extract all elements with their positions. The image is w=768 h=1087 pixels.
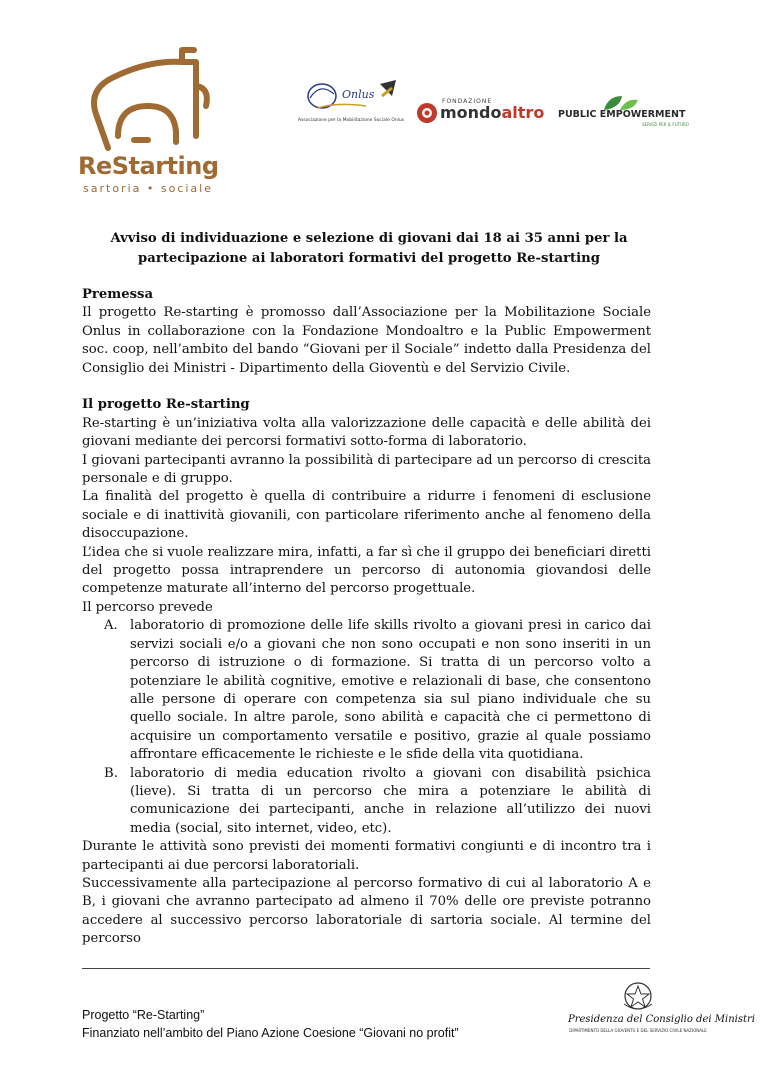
progetto-heading: Il progetto Re-starting [82, 397, 250, 413]
progetto-paragraph-6: Durante le attività sono previsti dei momenti formativi congiunti e di incontro tra i partecipanti ai due percorsi laboratoriali. [82, 839, 651, 873]
progetto-paragraph-1: Re-starting è un’iniziativa volta alla valorizzazione delle capacità e delle abilità dei giovani mediante dei percorsi formativi sotto-forma di laboratorio. [82, 415, 651, 450]
associazione-logo [296, 78, 406, 128]
list-marker-a: A. [104, 618, 118, 634]
associazione-caption: Associazione per la Mobilitazione Sociale Onlus [297, 118, 405, 123]
sewing-machine-icon [78, 40, 218, 152]
presidenza-logo [568, 980, 755, 1040]
progetto-paragraph-2: I giovani partecipanti avranno la possibilità di partecipare ad un percorso di crescita personale e di gruppo. [82, 452, 651, 487]
progetto-paragraph-4: L’idea che si vuole realizzare mira, infatti, a far sì che il gruppo dei beneficiari diretti del progetto possa intraprendere un percorso di autonomia giovandosi delle competenze maturate all’interno del percorso progettuale. [82, 544, 651, 597]
mondoaltro-emblem-icon [416, 100, 438, 126]
italian-emblem-icon [568, 980, 708, 1014]
list-text-b: laboratorio di media education rivolto a giovani con disabilità psichica (lieve). Si tratta di un percorso che mira a potenziare le abilità di comunicazione dei partecipanti, anche in relazione all’utilizzo dei nuovi media (social, sito internet, video, etc). [130, 765, 651, 836]
progetto-paragraph-3: La finalità del progetto è quella di contribuire a ridurre i fenomeni di esclusione sociale e di inattività giovanili, con particolare riferimento anche al fenomeno della disoccupazione. [82, 489, 651, 542]
footer-text [82, 1006, 459, 1042]
list-marker-b: B. [104, 765, 118, 781]
public-empowerment-tagline: SERVIZI PER IL FUTURO [642, 122, 689, 127]
associazione-emblem-icon [296, 78, 406, 118]
onlus-script: Onlus [342, 88, 375, 101]
fondazione-label: FONDAZIONE [442, 98, 493, 105]
progetto-paragraph-5: Il percorso prevede [82, 599, 213, 615]
mondo-text: mondo [440, 103, 502, 122]
public-empowerment-logo [558, 94, 708, 130]
list-item-b [82, 765, 651, 839]
footer-line-2: Finanziato nell’ambito del Piano Azione Coesione “Giovani no profit” [82, 1026, 459, 1040]
restarting-wordmark: ReStarting [78, 152, 219, 180]
altro-text: altro [501, 103, 545, 122]
mondoaltro-logo [416, 98, 548, 128]
restarting-tagline: sartoria • sociale [83, 182, 213, 195]
title-line-1: Avviso di individuazione e selezione di giovani dai 18 ai 35 anni per la [110, 231, 628, 246]
list-item-a [82, 617, 651, 764]
presidenza-title: Presidenza del Consiglio dei Ministri [568, 1014, 755, 1025]
premessa-heading: Premessa [82, 287, 153, 302]
public-empowerment-wordmark: PUBLIC EMPOWERMENT [558, 109, 686, 120]
list-text-a: laboratorio di promozione delle life skills rivolto a giovani presi in carico dai servizi sociali e/o a giovani che non sono occupati e non sono inseriti in un percorso di istruzione o di formazione. Si tratta di un percorso volto a potenziare le abilità cognitive, emotive e relazionali di base, che consentono alle persone di operare con competenza sia sul piano individuale che su quello sociale. In altre parole, sono abilità e capacità che ci permettono di acquisire un comportamento versatile e positivo, grazie al quale possiamo affrontare efficacemente le richieste e le sfide della vita quotidiana. [130, 618, 651, 763]
restarting-logo [78, 40, 219, 195]
title-line-2: partecipazione ai laboratori formativi del progetto Re-starting [138, 251, 600, 266]
mondoaltro-wordmark [440, 103, 544, 122]
document-body [82, 286, 651, 949]
dipartimento-subtitle: DIPARTIMENTO DELLA GIOVENTÙ E DEL SERVIZIO CIVILE NAZIONALE [569, 1028, 707, 1033]
progetto-paragraph-7: Successivamente alla partecipazione al percorso formativo di cui al laboratorio A e B, i giovani che avranno partecipato ad almeno il 70% delle ore previste potranno accedere al successivo percorso laboratoriale di sartoria sociale. Al termine del percorso [82, 875, 651, 947]
page-title [82, 229, 656, 269]
premessa-text: Il progetto Re-starting è promosso dall’Associazione per la Mobilitazione Sociale Onlus in collaborazione con la Fondazione Mondoaltro e la Public Empowerment soc. coop, nell’ambito del bando “Giovani per il Sociale” indetto dalla Presidenza del Consiglio dei Ministri - Dipartimento della Gioventù e del Servizio Civile. [82, 305, 651, 376]
footer-divider [82, 968, 650, 969]
footer-line-1: Progetto “Re-Starting” [82, 1008, 205, 1022]
